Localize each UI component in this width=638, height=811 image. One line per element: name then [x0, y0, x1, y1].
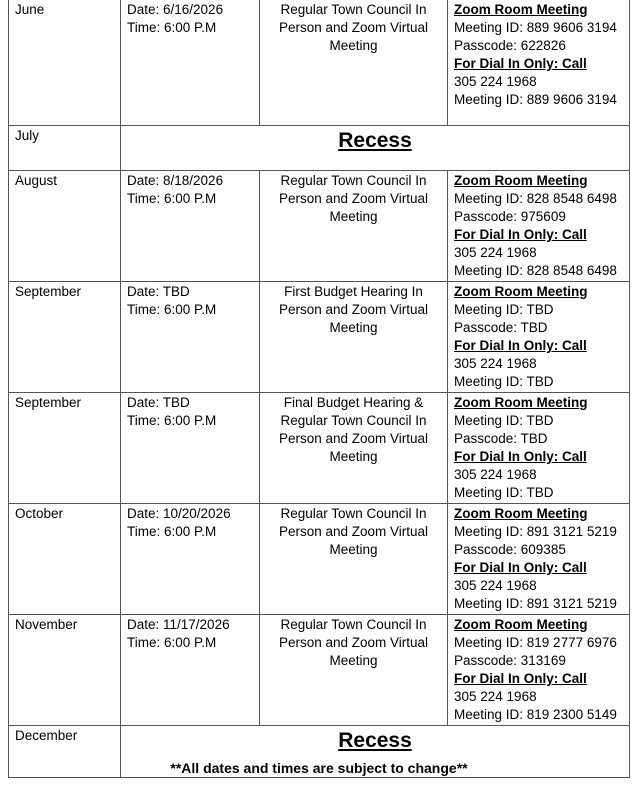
table-row: [9, 615, 630, 726]
recess-cell: [121, 126, 630, 171]
dial-in-meeting-id: Meeting ID: TBD: [454, 485, 554, 500]
date-time-cell: [121, 0, 260, 126]
zoom-info-cell: [448, 282, 630, 393]
date-time-cell: [121, 615, 260, 726]
meeting-type-cell: [260, 0, 448, 126]
meeting-time: Time: 6:00 P.M: [127, 191, 217, 206]
disclaimer-footer: **All dates and times are subject to change**: [170, 760, 468, 776]
meeting-time: Time: 6:00 P.M: [127, 524, 217, 539]
zoom-room-heading: Zoom Room Meeting: [454, 506, 588, 521]
dial-in-meeting-id: Meeting ID: 819 2300 5149: [454, 707, 617, 722]
dial-in-heading: For Dial In Only: Call: [454, 56, 587, 71]
dial-in-phone: 305 224 1968: [454, 74, 537, 89]
dial-in-heading: For Dial In Only: Call: [454, 449, 587, 464]
meeting-type: First Budget Hearing In Person and Zoom Virtual Meeting: [278, 284, 429, 335]
zoom-info-cell: [448, 171, 630, 282]
month: September: [15, 395, 82, 410]
meeting-type: Regular Town Council In Person and Zoom Virtual Meeting: [278, 2, 429, 53]
meeting-type: Regular Town Council In Person and Zoom Virtual Meeting: [278, 506, 429, 557]
dial-in-phone: 305 224 1968: [454, 245, 537, 260]
date-time-cell: [121, 171, 260, 282]
date-time-cell: [121, 282, 260, 393]
meeting-date: Date: TBD: [127, 284, 190, 299]
zoom-passcode: Passcode: TBD: [454, 431, 548, 446]
zoom-meeting-id: Meeting ID: 889 9606 3194: [454, 20, 617, 35]
zoom-passcode: Passcode: TBD: [454, 320, 548, 335]
meeting-time: Time: 6:00 P.M: [127, 413, 217, 428]
zoom-meeting-id: Meeting ID: 819 2777 6976: [454, 635, 617, 650]
dial-in-heading: For Dial In Only: Call: [454, 671, 587, 686]
meeting-time: Time: 6:00 P.M: [127, 20, 217, 35]
table-row: [9, 393, 630, 504]
meeting-time: Time: 6:00 P.M: [127, 302, 217, 317]
table-row: [9, 126, 630, 171]
meeting-date: Date: 8/18/2026: [127, 173, 224, 188]
meeting-schedule-table: [8, 0, 630, 778]
month: October: [15, 506, 64, 521]
dial-in-meeting-id: Meeting ID: 889 9606 3194: [454, 92, 617, 107]
zoom-passcode: Passcode: 622826: [454, 38, 566, 53]
month: November: [15, 617, 78, 632]
meeting-type: Regular Town Council In Person and Zoom Virtual Meeting: [278, 617, 429, 668]
dial-in-meeting-id: Meeting ID: TBD: [454, 374, 554, 389]
table-row: [9, 282, 630, 393]
month-cell: [9, 171, 121, 282]
zoom-info-cell: [448, 615, 630, 726]
month: June: [15, 2, 45, 17]
zoom-meeting-id: Meeting ID: 891 3121 5219: [454, 524, 617, 539]
meeting-type: Final Budget Hearing & Regular Town Council In Person and Zoom Virtual Meeting: [278, 395, 429, 464]
zoom-meeting-id: Meeting ID: 828 8548 6498: [454, 191, 617, 206]
dial-in-phone: 305 224 1968: [454, 356, 537, 371]
zoom-info-cell: [448, 0, 630, 126]
month-cell: [9, 282, 121, 393]
month-cell: [9, 126, 121, 171]
meeting-type-cell: [260, 282, 448, 393]
month: December: [15, 728, 78, 743]
table-row: [9, 171, 630, 282]
meeting-type-cell: [260, 615, 448, 726]
month-cell: [9, 504, 121, 615]
dial-in-phone: 305 224 1968: [454, 467, 537, 482]
month-cell: [9, 0, 121, 126]
meeting-type-cell: [260, 504, 448, 615]
zoom-info-cell: [448, 504, 630, 615]
table-row: [9, 0, 630, 126]
meeting-date: Date: 11/17/2026: [127, 617, 230, 632]
date-time-cell: [121, 504, 260, 615]
zoom-passcode: Passcode: 975609: [454, 209, 566, 224]
zoom-room-heading: Zoom Room Meeting: [454, 395, 588, 410]
dial-in-meeting-id: Meeting ID: 891 3121 5219: [454, 596, 617, 611]
meeting-type: Regular Town Council In Person and Zoom Virtual Meeting: [278, 173, 429, 224]
month: August: [15, 173, 58, 188]
month-cell: [9, 615, 121, 726]
meeting-date: Date: TBD: [127, 395, 190, 410]
month: September: [15, 284, 82, 299]
zoom-room-heading: Zoom Room Meeting: [454, 173, 588, 188]
recess-label: Recess: [338, 729, 412, 752]
meeting-time: Time: 6:00 P.M: [127, 635, 217, 650]
zoom-room-heading: Zoom Room Meeting: [454, 617, 588, 632]
dial-in-phone: 305 224 1968: [454, 578, 537, 593]
zoom-passcode: Passcode: 313169: [454, 653, 566, 668]
month-cell: [9, 393, 121, 504]
dial-in-meeting-id: Meeting ID: 828 8548 6498: [454, 263, 617, 278]
dial-in-heading: For Dial In Only: Call: [454, 560, 587, 575]
zoom-room-heading: Zoom Room Meeting: [454, 2, 588, 17]
zoom-info-cell: [448, 393, 630, 504]
zoom-meeting-id: Meeting ID: TBD: [454, 413, 554, 428]
meeting-type-cell: [260, 171, 448, 282]
meeting-type-cell: [260, 393, 448, 504]
dial-in-phone: 305 224 1968: [454, 689, 537, 704]
dial-in-heading: For Dial In Only: Call: [454, 227, 587, 242]
dial-in-heading: For Dial In Only: Call: [454, 338, 587, 353]
month: July: [15, 128, 40, 143]
zoom-meeting-id: Meeting ID: TBD: [454, 302, 554, 317]
zoom-passcode: Passcode: 609385: [454, 542, 566, 557]
table-row: [9, 504, 630, 615]
meeting-date: Date: 10/20/2026: [127, 506, 231, 521]
recess-label: Recess: [338, 129, 412, 152]
zoom-room-heading: Zoom Room Meeting: [454, 284, 588, 299]
meeting-date: Date: 6/16/2026: [127, 2, 224, 17]
date-time-cell: [121, 393, 260, 504]
